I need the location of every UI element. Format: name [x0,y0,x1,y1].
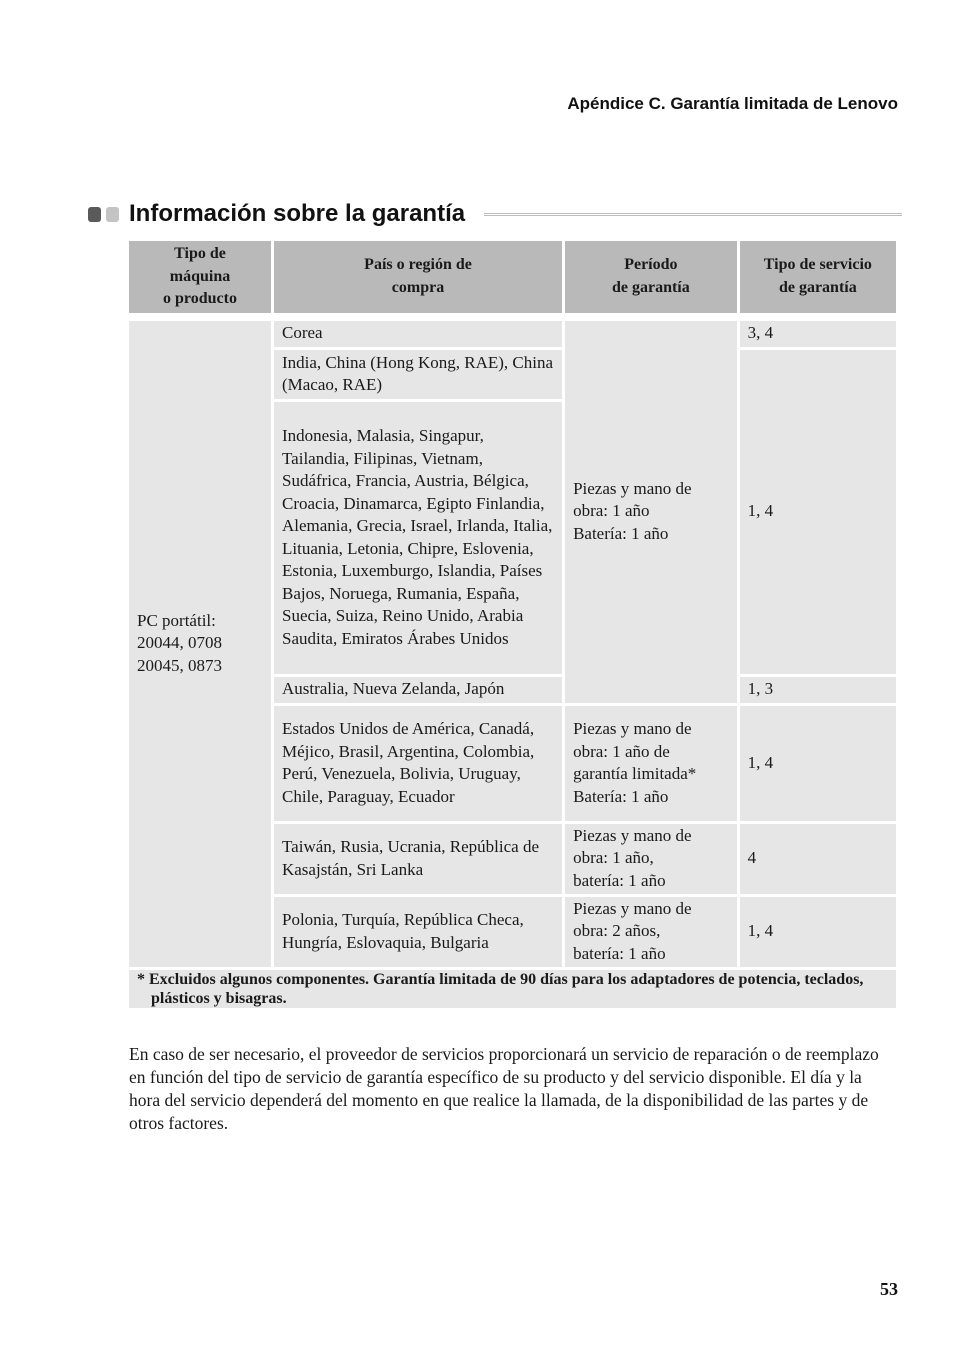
period-cell: Piezas y mano de obra: 2 años, batería: 1 año [565,897,737,967]
header-warranty-period: Período de garantía [565,241,737,313]
country-cell: Taiwán, Rusia, Ucrania, República de Kasajstán, Sri Lanka [274,824,562,894]
country-cell: Corea [274,321,562,347]
service-cell: 1, 4 [740,350,896,674]
service-cell: 4 [740,824,896,894]
machine-type-cell: PC portátil: 20044, 0708 20045, 0873 [129,321,271,967]
heading-rule [484,213,902,216]
footnote-text: * Excluidos algunos componentes. Garantía limitada de 90 días para los adaptadores de potencia, teclados, plásticos y bisagras. [137,970,864,1007]
header-country: País o región de compra [274,241,562,313]
section-title: Información sobre la garantía [129,200,471,228]
service-cell: 1, 3 [740,677,896,703]
service-cell: 1, 4 [740,706,896,821]
bullet-square-dark [88,207,101,222]
service-cell: 3, 4 [740,321,896,347]
page-number: 53 [880,1279,898,1299]
period-cell: Piezas y mano de obra: 1 año Batería: 1 año [565,321,737,703]
table-row [129,321,896,347]
section-heading [88,200,902,230]
warranty-table [126,238,899,1011]
header-service-type: Tipo de servicio de garantía [740,241,896,313]
service-cell: 1, 4 [740,897,896,967]
period-cell: Piezas y mano de obra: 1 año de garantía limitada* Batería: 1 año [565,706,737,821]
country-cell: Indonesia, Malasia, Singapur, Tailandia, Filipinas, Vietnam, Sudáfrica, Francia, Austria, Bélgica, Croacia, Dinamarca, Egipto Finlandia, Alemania, Grecia, Israel, Irlanda, Italia, Lituania, Letonia, Chipre, Eslovenia, Estonia, Luxemburgo, Islandia, Países Bajos, Noruega, Rumania, España, Suecia, Suiza, Reino Unido, Arabia Saudita, Emiratos Árabes Unidos [274,402,562,674]
country-cell: India, China (Hong Kong, RAE), China (Macao, RAE) [274,350,562,399]
table-footnote [129,970,896,1008]
period-cell: Piezas y mano de obra: 1 año, batería: 1 año [565,824,737,894]
running-header: Apéndice C. Garantía limitada de Lenovo [567,94,898,113]
header-machine-type: Tipo de máquina o producto [129,241,271,313]
bullet-square-light [106,207,119,222]
body-paragraph: En caso de ser necesario, el proveedor de servicios proporcionará un servicio de reparación o de reemplazo en función del tipo de servicio de garantía específico de su producto y del servicio disponible. El día y la hora del servicio dependerá del momento en que realice la llamada, de la disponibilidad de las partes y de otros factores. [129,1044,879,1133]
country-cell: Australia, Nueva Zelanda, Japón [274,677,562,703]
country-cell: Estados Unidos de América, Canadá, Méjico, Brasil, Argentina, Colombia, Perú, Venezuela, Bolivia, Uruguay, Chile, Paraguay, Ecuador [274,706,562,821]
country-cell: Polonia, Turquía, República Checa, Hungría, Eslovaquia, Bulgaria [274,897,562,967]
